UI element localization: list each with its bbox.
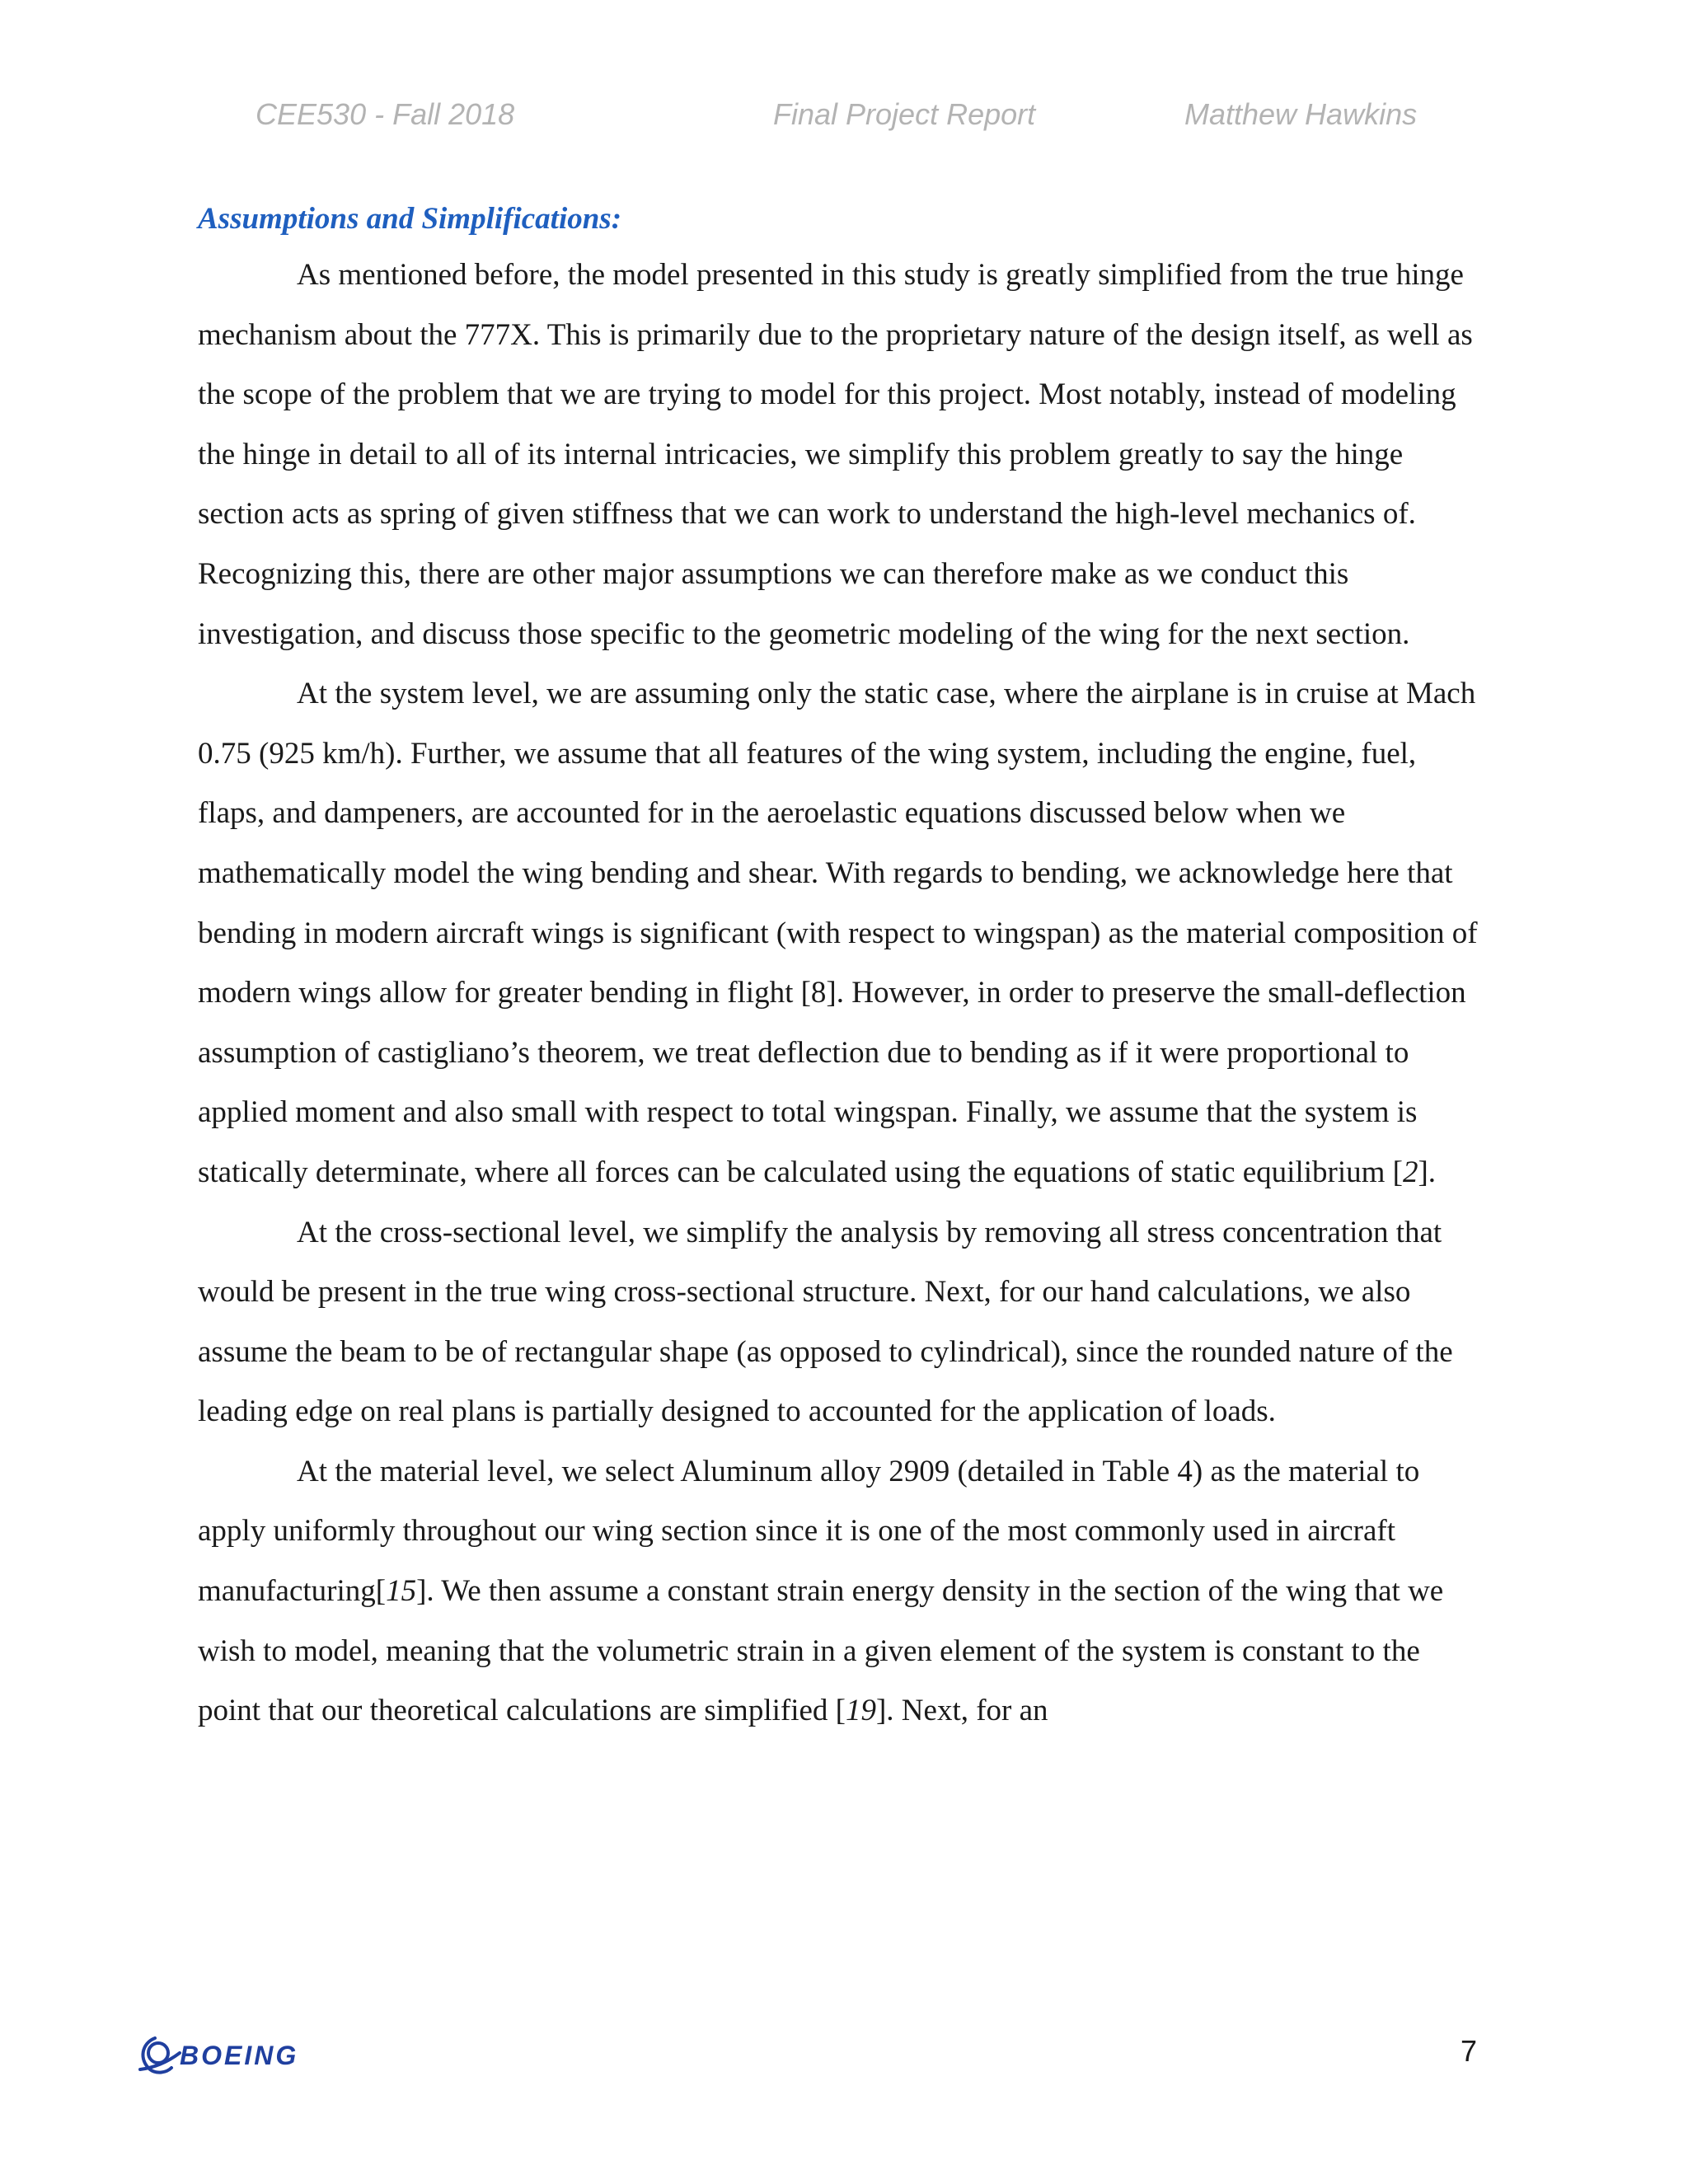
header-course: CEE530 - Fall 2018 (256, 97, 515, 131)
paragraph-material-level (198, 1442, 1484, 1741)
paragraph-model-simplification: As mentioned before, the model presented in this study is greatly simplified from the true hinge mechanism about the 777X. This is primarily due to the proprietary nature of the design itself, as well as the scope of the problem that we are trying to model for this project. Most notably, instead of modeling the hinge in detail to all of its internal intricacies, we simplify this problem greatly to say the hinge section acts as spring of given stiffness that we can work to understand the high-level mechanics of. Recognizing this, there are other major assumptions we can therefore make as we conduct this investigation, and discuss those specific to the geometric modeling of the wing for the next section. (198, 258, 1473, 651)
paragraph-text: ]. Next, for an (875, 1694, 1048, 1728)
paragraph-text: ]. We then assume a constant strain energy density in the section of the wing that we wish to model, meaning that the volumetric strain in a given element of the system is constant to the point that our theoretical calculations are simplified [ (198, 1574, 1444, 1728)
report-body (198, 196, 1484, 1741)
section-heading: Assumptions and Simplifications: (198, 202, 622, 236)
boeing-logo-icon (134, 2032, 323, 2078)
logo-wordmark: BOEING (180, 2041, 299, 2070)
paragraph-text: At the system level, we are assuming only the static case, where the airplane is in cruise at Mach 0.75 (925 km/h). Further, we assume that all features of the wing system, including the engine, fuel, flaps, and dampeners, are accounted for in the aeroelastic equations discussed below when we mathematically model the wing bending and shear. With regards to bending, we acknowledge here that bending in modern aircraft wings is significant (with respect to wingspan) as the material composition of modern wings allow for greater bending in flight [8]. However, in order to preserve the small-deflection assumption of castigliano’s theorem, we treat deflection due to bending as if it were proportional to applied moment and also small with respect to total wingspan. Finally, we assume that the system is statically determinate, where all forces can be calculated using the equations of static equilibrium [ (198, 677, 1478, 1189)
citation: 15 (386, 1574, 417, 1609)
page-header (0, 97, 1688, 138)
header-author: Matthew Hawkins (1184, 97, 1418, 131)
citation: 19 (845, 1694, 876, 1728)
header-title: Final Project Report (773, 97, 1036, 131)
paragraph-text: At the material level, we select Aluminum alloy 2909 (detailed in Table 4) as the material to apply uniformly throughout our wing section since it is one of the most commonly used in aircraft manufacturing[ (198, 1454, 1420, 1609)
page-number: 7 (1460, 2034, 1477, 2068)
paragraph-system-level (198, 664, 1484, 1202)
paragraph-text: ]. (1418, 1155, 1437, 1189)
citation: 2 (1402, 1155, 1418, 1189)
paragraph-cross-sectional-level: At the cross-sectional level, we simplify the analysis by removing all stress concentration that would be present in the true wing cross-sectional structure. Next, for our hand calculations, we also assume the beam to be of rectangular shape (as opposed to cylindrical), since the rounded nature of the leading edge on real plans is partially designed to accounted for the application of loads. (198, 1215, 1453, 1429)
